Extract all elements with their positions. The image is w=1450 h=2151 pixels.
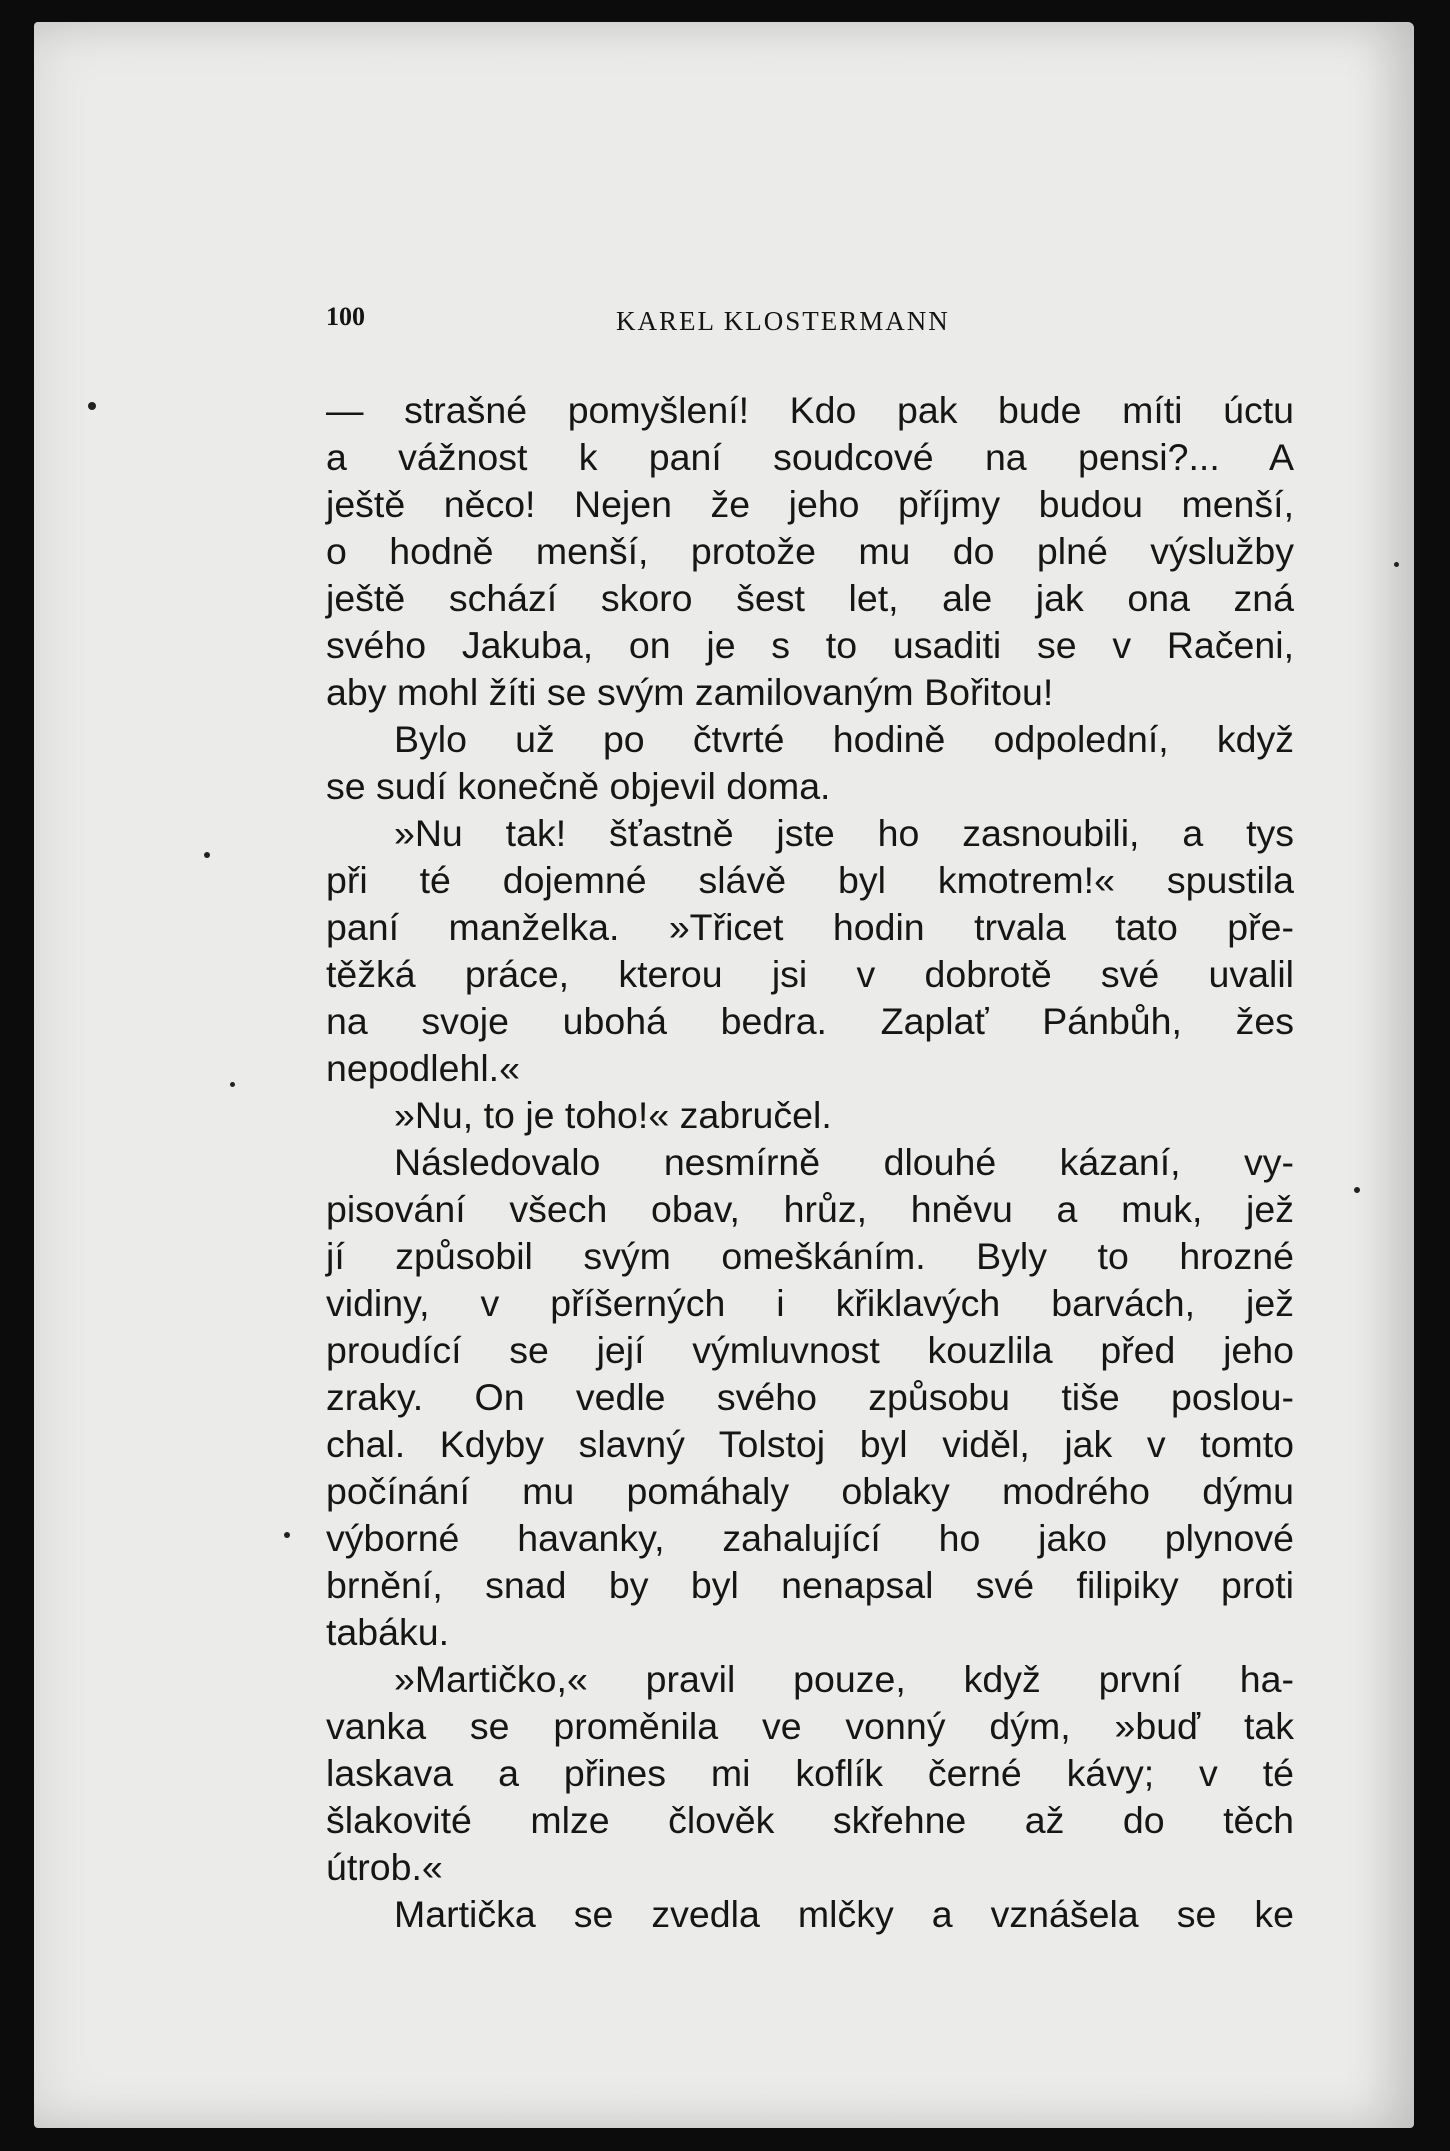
scan-speck [1394, 562, 1399, 567]
text-line: ještě něco! Nejen že jeho příjmy budou menší, [326, 483, 1294, 525]
text-line: jí způsobil svým omeškáním. Byly to hrozné [326, 1235, 1294, 1277]
text-line: aby mohl žíti se svým zamilovaným Bořitou! [326, 671, 1054, 713]
text-line: svého Jakuba, on je s to usaditi se v Račeni, [326, 624, 1294, 666]
text-line: paní manželka. »Třicet hodin trvala tato pře- [326, 906, 1294, 948]
page-header [326, 302, 1330, 352]
scan-speck [230, 1082, 235, 1087]
text-line: laskava a přines mi koflík černé kávy; v té [326, 1752, 1294, 1794]
text-line: proudící se její výmluvnost kouzlila před jeho [326, 1329, 1294, 1371]
text-line: o hodně menší, protože mu do plné výslužby [326, 530, 1294, 572]
book-page [34, 22, 1414, 2128]
text-line: se sudí konečně objevil doma. [326, 765, 831, 807]
text-line: Martička se zvedla mlčky a vznášela se ke [394, 1893, 1294, 1935]
text-line: Bylo už po čtvrté hodině odpolední, když [394, 718, 1294, 760]
text-line: brnění, snad by byl nenapsal své filipiky proti [326, 1564, 1294, 1606]
text-line: útrob.« [326, 1846, 443, 1888]
body-text [326, 387, 1294, 1938]
text-line: chal. Kdyby slavný Tolstoj byl viděl, jak v tomto [326, 1423, 1294, 1465]
text-line: na svoje ubohá bedra. Zaplať Pánbůh, žes [326, 1000, 1294, 1042]
page-number: 100 [326, 302, 365, 331]
text-line: tabáku. [326, 1611, 450, 1653]
scan-speck [204, 852, 210, 858]
text-line: »Martičko,« pravil pouze, když první ha- [394, 1658, 1294, 1700]
text-line: Následovalo nesmírně dlouhé kázaní, vy- [394, 1141, 1294, 1183]
text-line: — strašné pomyšlení! Kdo pak bude míti úctu [326, 389, 1294, 431]
text-line: vanka se proměnila ve vonný dým, »buď tak [326, 1705, 1294, 1747]
text-line: nepodlehl.« [326, 1047, 520, 1089]
scan-speck [88, 402, 96, 410]
text-line: »Nu, to je toho!« zabručel. [394, 1094, 832, 1136]
scan-speck [1354, 1187, 1360, 1193]
text-line: šlakovité mlze člověk skřehne až do těch [326, 1799, 1294, 1841]
text-line: výborné havanky, zahalující ho jako plynové [326, 1517, 1294, 1559]
text-line: těžká práce, kterou jsi v dobrotě své uvalil [326, 953, 1294, 995]
text-line: vidiny, v příšerných i křiklavých barvách, jež [326, 1282, 1294, 1324]
scan-speck [284, 1532, 290, 1538]
text-line: počínání mu pomáhaly oblaky modrého dýmu [326, 1470, 1294, 1512]
text-line: a vážnost k paní soudcové na pensi?... A [326, 436, 1294, 478]
text-line: při té dojemné slávě byl kmotrem!« spustila [326, 859, 1294, 901]
text-line: pisování všech obav, hrůz, hněvu a muk, jež [326, 1188, 1294, 1230]
text-line: »Nu tak! šťastně jste ho zasnoubili, a tys [394, 812, 1294, 854]
text-line: ještě schází skoro šest let, ale jak ona zná [326, 577, 1294, 619]
text-line: zraky. On vedle svého způsobu tiše poslou- [326, 1376, 1294, 1418]
running-head: KAREL KLOSTERMANN [616, 306, 950, 336]
